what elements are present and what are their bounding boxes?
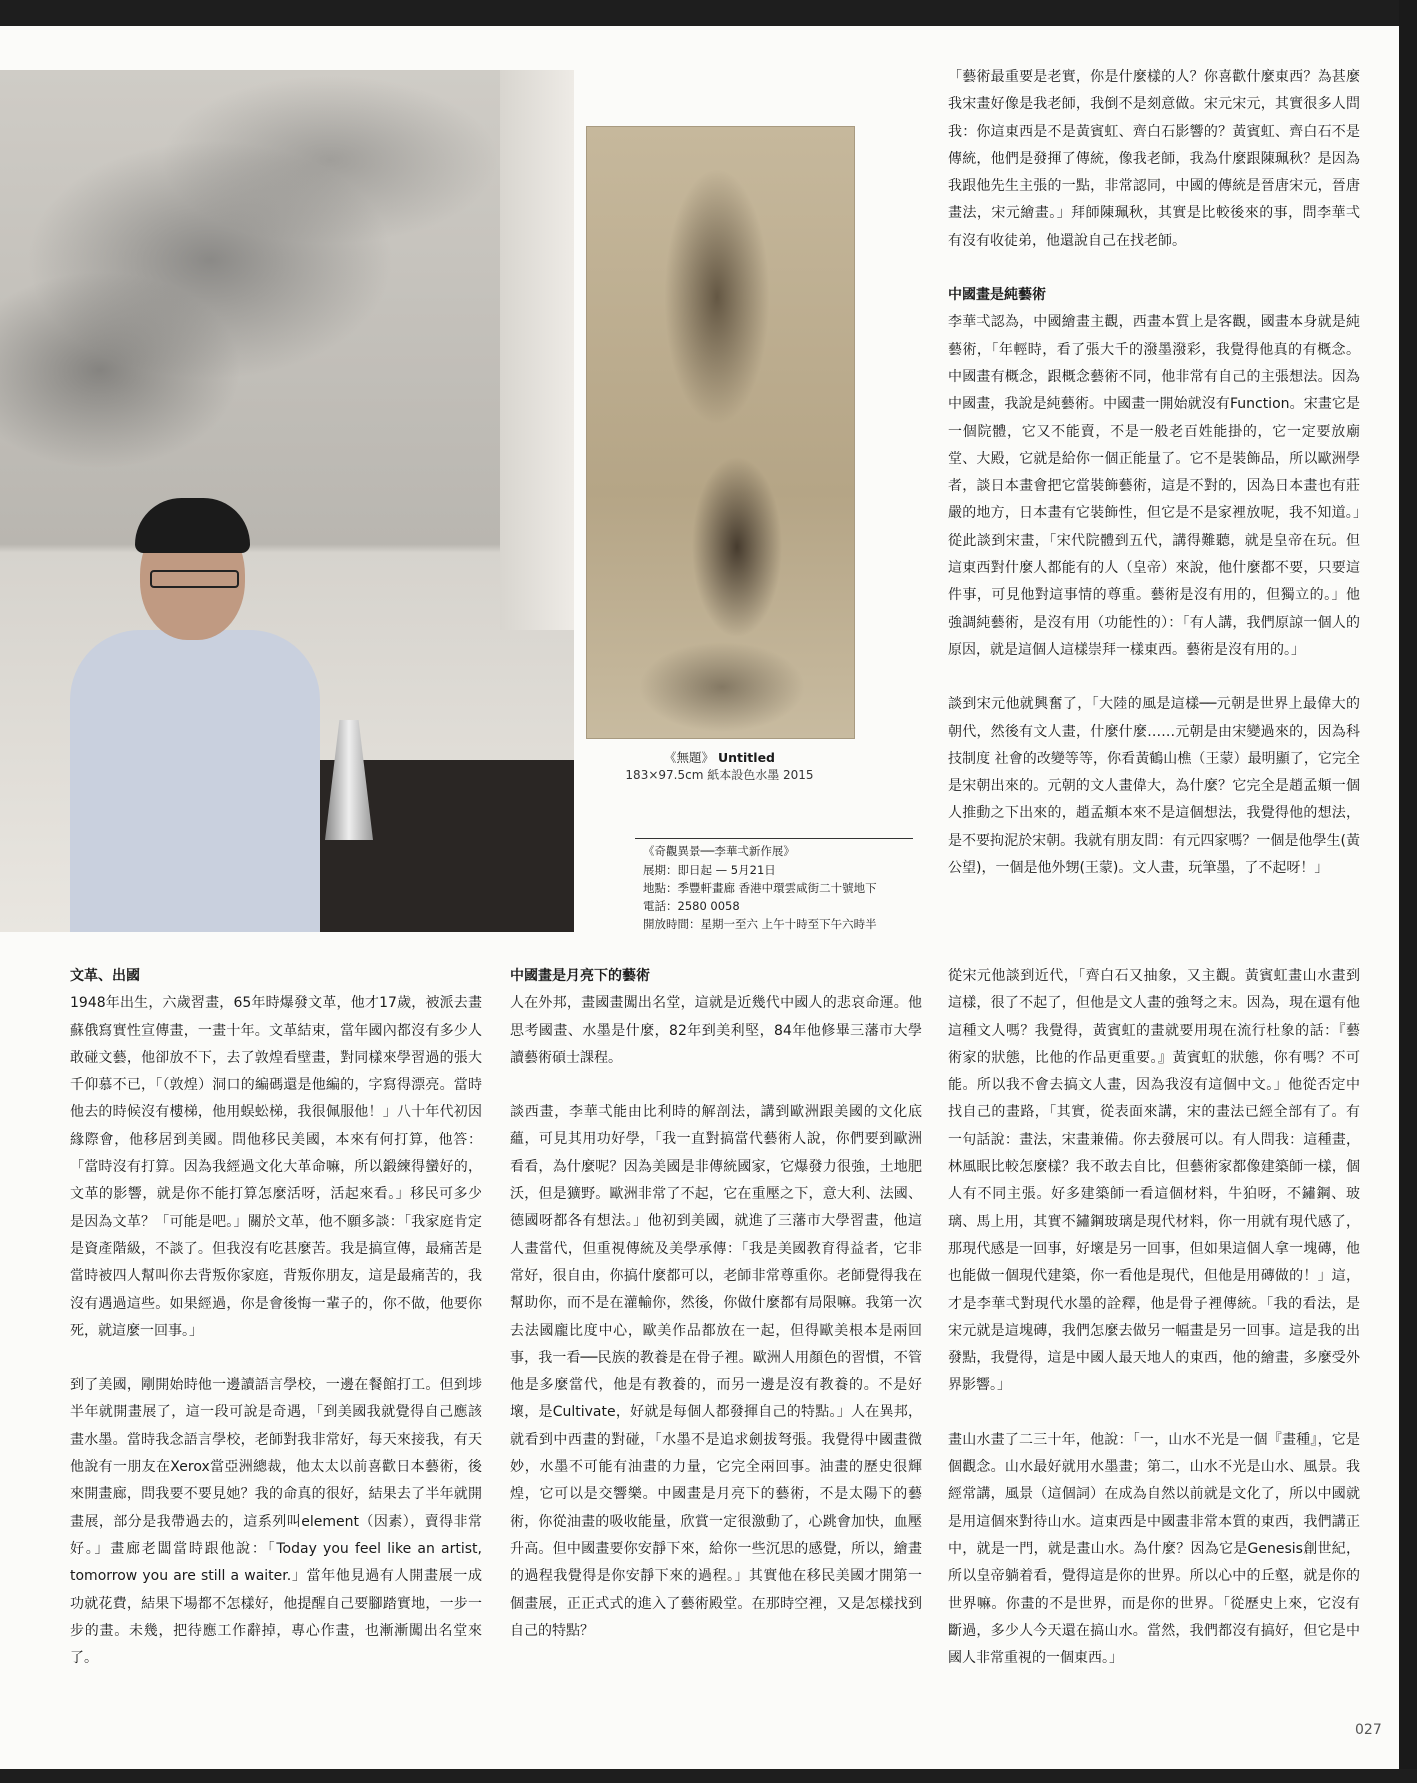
scan-border-top	[0, 0, 1417, 26]
scan-border-bottom	[0, 1769, 1417, 1783]
metronome	[325, 720, 373, 840]
paragraph: 畫山水畫了二三十年，他說：「一，山水不光是一個『畫種』，它是個觀念。山水最好就用水墨畫；第二，山水不光是山水、風景。我經常講，風景（這個詞）在成為自然以前就是文化了，所以中國就是用這個來對待山水。這東西是中國畫非常本質的東西，我們講正中，就是一門，就是畫山水。為什麼？因為它是Genesis創世紀，所以皇帝躺着看，覺得這是你的世界。所以心中的丘壑，就是你的世界嘛。你畫的不是世界，而是你的世界。「從歷史上來，它沒有斷過，多少人今天還在搞山水。當然，我們都沒有搞好，但它是中國人非常重視的一個東西。」	[948, 1431, 1360, 1667]
glasses	[150, 570, 239, 588]
painting-untitled	[586, 126, 855, 739]
paragraph: 李華弌認為，中國繪畫主觀，西畫本質上是客觀，國畫本身就是純藝術，「年輕時，看了張大千的潑墨潑彩，我覺得他真的有概念。中國畫有概念，跟概念藝術不同，他非常有自己的主張想法。因為中國畫，我說是純藝術。中國畫一開始就沒有Function。宋畫它是一個院體，它又不能賣，不是一般老百姓能掛的，它一定要放廟堂、大殿，它就是給你一個正能量了。它不是裝飾品，所以歐洲學者，談日本畫會把它當裝飾藝術，這是不對的，因為日本畫也有莊嚴的地方，日本畫有它裝飾性，但它是不是家裡放呢，我不知道。」從此談到宋畫，「宋代院體到五代，講得難聽，就是皇帝在玩。但這東西對什麼人都能有的人（皇帝）來說，他什麼都不要，只要這件事，可見他對這事情的尊重。藝術是沒有用的，但獨立的。」他強調純藝術，是沒有用（功能性的）：「有人講，我們原諒一個人的原因，就是這個人這樣崇拜一樣東西。藝術是沒有用的。」	[948, 314, 1360, 658]
artist-photo	[0, 70, 574, 932]
paragraph: 談西畫，李華弌能由比利時的解剖法，講到歐洲跟美國的文化底蘊，可見其用功好學，「我一直對搞當代藝術人說，你們要到歐洲看看，為什麼呢？因為美國是非傳統國家，它爆發力很強，土地肥沃，但是獷野。歐洲非常了不起，它在重壓之下，意大利、法國、德國呀都各有想法。」他初到美國，就進了三藩市大學習畫，他這人畫當代，但重視傳統及美學承傳：「我是美國教育得益者，它非常好，很自由，你搞什麼都可以，老師非常尊重你。老師覺得我在幫助你，而不是在灌輸你，然後，你做什麼都有局限嘛。我第一次去法國龐比度中心，歐美作品都放在一起，但得歐美根本是兩回事，我一看──民族的教養是在骨子裡。歐洲人用顏色的習慣，不管他是多麼當代，他是有教養的，而另一邊是沒有教養的。不是好壞，是Cultivate，好就是每個人都發揮自己的特點。」人在異邦，就看到中西畫的對碰，「水墨不是追求劍拔弩張。我覺得中國畫微妙，水墨不可能有油畫的力量，它完全兩回事。油畫的歷史很輝煌，它可以是交響樂。中國畫是月亮下的藝術，不是太陽下的藝術，你從油畫的吸收能量，欣賞一定很激動了，心跳會加快，血壓升高。但中國畫要你安靜下來，給你一些沉思的感覺，所以，繪畫的過程我覺得是你安靜下來的過程。」其實他在移民美國才開第一個畫展，正正式式的進入了藝術殿堂。在那時空裡，又是怎樣找到自己的特點？	[510, 1104, 922, 1639]
scan-border-right	[1399, 0, 1417, 1783]
section-heading: 文革、出國	[70, 968, 140, 984]
paragraph: 到了美國，剛開始時他一邊讀語言學校，一邊在餐館打工。但到埗半年就開畫展了，這一段可說是奇遇，「到美國我就覺得自己應該畫水墨。當時我念語言學校，老師對我非常好，每天來接我，有天他說有一朋友在Xerox當亞洲總裁，他太太以前喜歡日本藝術，後來開畫廊，問我要不要見她？我的命真的很好，結果去了半年就開畫展，部分是我帶過去的，這系列叫element（因素），賣得非常好。」畫廊老闆當時跟他說：「Today you feel like an artist, tomorrow you are still a waiter.」當年他見過有人開畫展一成功就花費，結果下場都不怎樣好，他提醒自己要腳踏實地，一步一步的畫。未幾，把待應工作辭掉，專心作畫，也漸漸闖出名堂來了。	[70, 1377, 482, 1667]
article-column-top-right	[948, 64, 1360, 909]
exhibition-line: 地點：季豐軒畫廊 香港中環雲咸街二十號地下	[643, 881, 877, 895]
artwork-title-zh: 《無題》	[664, 750, 715, 765]
hanging-scroll	[500, 70, 574, 630]
paragraph: 從宋元他談到近代，「齊白石又抽象，又主觀。黃賓虹畫山水畫到這樣，很了不起了，但他是文人畫的強弩之末。因為，現在還有他這種文人嗎？我覺得，黃賓虹的畫就要用現在流行杜象的話：『藝術家的狀態，比他的作品更重要。』黃賓虹的狀態，你有嗎？不可能。所以我不會去搞文人畫，因為我沒有這個中文。」他從否定中找自己的畫路，「其實，從表面來講，宋的畫法已經全部有了。有一句話說：畫法，宋畫兼備。你去發展可以。有人問我：這種畫，林風眠比較怎麼樣？我不敢去自比，但藝術家都像建築師一樣，個人有不同主張。好多建築師一看這個材料，牛狛呀，不鏽鋼、玻璃、馬上用，其實不鏽鋼玻璃是現代材料，你一用就有現代感了，那現代感是一回事，好壞是另一回事，但如果這個人拿一塊磚，他也能做一個現代建築，你一看他是現代，但他是用磚做的！」這，才是李華弌對現代水墨的詮釋，他是骨子裡傳統。「我的看法，是宋元就是這塊磚，我們怎麼去做另一幅畫是另一回事。這是我的出發點，我覺得，這是中國人最天地人的東西，他的繪畫，多麼受外界影響。」	[948, 968, 1360, 1394]
artwork-caption-title	[586, 748, 853, 766]
artist-hair	[135, 498, 250, 553]
article-column-left	[70, 963, 482, 1699]
exhibition-line: 電話：2580 0058	[643, 899, 740, 913]
section-heading: 中國畫是月亮下的藝術	[510, 968, 650, 984]
exhibition-line: 開放時間：星期一至六 上午十時至下午六時半	[643, 917, 877, 931]
paragraph: 人在外邦，畫國畫闖出名堂，這就是近幾代中國人的悲哀命運。他思考國畫、水墨是什麼，82年到美利堅，84年他修畢三藩市大學讀藝術碩士課程。	[510, 995, 922, 1066]
artwork-title-en: Untitled	[718, 750, 775, 765]
artist-shirt	[70, 630, 320, 932]
exhibition-title: 《奇觀異景──李華弌新作展》	[643, 844, 795, 858]
exhibition-divider	[635, 838, 913, 839]
article-column-middle	[510, 963, 922, 1672]
exhibition-line: 展期：即日起 — 5月21日	[643, 863, 776, 877]
section-heading: 中國畫是純藝術	[948, 287, 1046, 304]
paragraph: 1948年出生，六歲習畫，65年時爆發文革，他才17歲，被派去畫蘇俄寫實性宣傳畫，一畫十年。文革結束，當年國內都沒有多少人敢碰文藝，他卻放不下，去了敦煌看壁畫，對同樣來學習過的張大千仰慕不已，「（敦煌）洞口的編碼還是他編的，字寫得漂亮。當時他去的時候沒有樓梯，他用蜈蚣梯，我很佩服他！」八十年代初因緣際會，他移居到美國。問他移民美國，本來有何打算，他答：「當時沒有打算。因為我經過文化大革命嘛，所以鍛練得蠻好的，文革的影響，就是你不能打算怎麼活呀，活起來看。」移民可多少是因為文革？「可能是吧。」關於文革，他不願多談：「我家庭肯定是資產階級，不談了。但我沒有吃甚麼苦。我是搞宣傳，最痛苦是當時被四人幫叫你去背叛你家庭，背叛你朋友，這是最痛苦的，我沒有遇過這些。如果經過，你是會後悔一輩子的，你不做，他要你死，就這麼一回事。」	[70, 995, 482, 1339]
paragraph: 「藝術最重要是老實，你是什麼樣的人？你喜歡什麼東西？為甚麼我宋畫好像是我老師，我倒不是刻意做。宋元宋元，其實很多人問我：你這東西是不是黃賓虹、齊白石影響的？黃賓虹、齊白石不是傳統，他們是發揮了傳統，像我老師，我為什麼跟陳珮秋？是因為我跟他先生主張的一點，非常認同，中國的傳統是晉唐宋元，晉唐畫法，宋元繪畫。」拜師陳珮秋，其實是比較後來的事，問李華弌有沒有收徒弟，他還說自己在找老師。	[948, 69, 1360, 249]
artwork-details: 183×97.5cm 紙本設色水墨 2015	[625, 768, 814, 782]
page-number: 027	[1355, 1722, 1382, 1738]
paragraph: 談到宋元他就興奮了，「大陸的風是這樣──元朝是世界上最偉大的朝代，然後有文人畫，什麼什麼……元朝是由宋變過來的，因為科技制度 社會的改變等等，你看黃鶴山樵（王蒙）最明顯了，它完全是宋朝出來的。元朝的文人畫偉大，為什麼？它完全是趙孟頫一個人推動之下出來的，趙孟頫本來不是這個想法，我覺得他的想法，是不要拘泥於宋朝。我就有朋友問：有元四家嗎？一個是他學生(黃公望)，一個是他外甥(王蒙)。文人畫，玩筆墨，了不起呀！」	[948, 696, 1360, 877]
article-column-bottom-right	[948, 963, 1360, 1699]
